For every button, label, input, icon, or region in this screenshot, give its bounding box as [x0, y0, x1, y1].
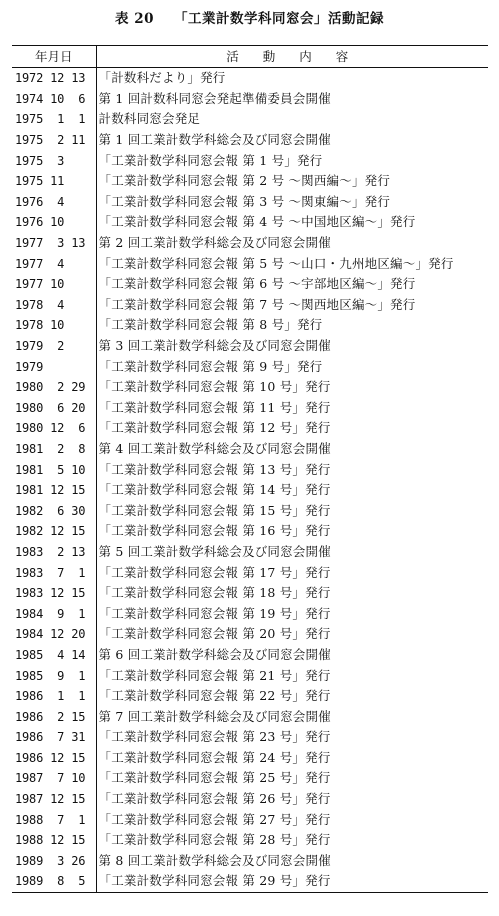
row-activity: 第 2 回工業計数学科総会及び同窓会開催	[98, 235, 331, 251]
table-row	[12, 109, 488, 130]
table-number: 表 20	[115, 11, 154, 27]
row-date: 1975 2 11	[12, 130, 96, 151]
row-date: 1988 7 1	[12, 809, 96, 830]
table-row	[12, 418, 488, 439]
row-date: 1976 4	[12, 192, 96, 213]
row-activity: 「工業計数学科同窓会報 第 28 号」発行	[98, 832, 331, 848]
table-row	[12, 130, 488, 151]
table-row	[12, 830, 488, 851]
table-row	[12, 68, 488, 89]
row-activity: 「計数科だより」発行	[98, 70, 226, 86]
row-date: 1988 12 15	[12, 830, 96, 851]
table-row	[12, 295, 488, 316]
row-activity: 「工業計数学科同窓会報 第 10 号」発行	[98, 379, 331, 395]
header-date: 年月日	[12, 46, 96, 68]
row-date: 1975 1 1	[12, 109, 96, 130]
table-row	[12, 542, 488, 563]
header-activity: 活 動 内 容	[96, 46, 488, 68]
row-date: 1987 12 15	[12, 789, 96, 810]
row-date: 1987 7 10	[12, 768, 96, 789]
table-header-row	[12, 46, 488, 68]
row-activity: 「工業計数学科同窓会報 第 7 号 ～関西地区編～」発行	[98, 296, 416, 312]
row-date: 1974 10 6	[12, 89, 96, 110]
row-date: 1986 12 15	[12, 748, 96, 769]
table-row	[12, 274, 488, 295]
table-row	[12, 809, 488, 830]
table-row	[12, 459, 488, 480]
table-row	[12, 645, 488, 666]
table-row	[12, 871, 488, 892]
row-activity: 「工業計数学科同窓会報 第 17 号」発行	[98, 564, 331, 580]
row-activity: 「工業計数学科同窓会報 第 2 号 ～関西編～」発行	[98, 173, 391, 189]
row-activity: 「工業計数学科同窓会報 第 18 号」発行	[98, 585, 331, 601]
row-date: 1981 2 8	[12, 439, 96, 460]
row-date: 1978 4	[12, 295, 96, 316]
row-date: 1972 12 13	[12, 68, 96, 89]
row-date: 1982 12 15	[12, 521, 96, 542]
row-activity: 「工業計数学科同窓会報 第 3 号 ～関東編～」発行	[98, 193, 391, 209]
row-date: 1980 12 6	[12, 418, 96, 439]
table-row	[12, 253, 488, 274]
row-date: 1979 2	[12, 336, 96, 357]
row-date: 1983 12 15	[12, 583, 96, 604]
row-activity: 「工業計数学科同窓会報 第 26 号」発行	[98, 791, 331, 807]
activity-record-table	[12, 45, 488, 893]
row-date: 1975 11	[12, 171, 96, 192]
row-activity: 第 1 回工業計数学科総会及び同窓会開催	[98, 132, 331, 148]
table-row	[12, 439, 488, 460]
row-date: 1983 7 1	[12, 562, 96, 583]
row-date: 1986 2 15	[12, 706, 96, 727]
table-row	[12, 748, 488, 769]
table-row	[12, 233, 488, 254]
row-activity: 「工業計数学科同窓会報 第 13 号」発行	[98, 461, 331, 477]
table-row	[12, 521, 488, 542]
row-activity: 計数科同窓会発足	[98, 111, 201, 127]
row-activity: 「工業計数学科同窓会報 第 22 号」発行	[98, 688, 331, 704]
row-date: 1984 9 1	[12, 603, 96, 624]
row-date: 1984 12 20	[12, 624, 96, 645]
row-date: 1980 6 20	[12, 398, 96, 419]
activity-table	[12, 46, 488, 892]
row-date: 1986 1 1	[12, 686, 96, 707]
row-date: 1977 10	[12, 274, 96, 295]
row-date: 1977 4	[12, 253, 96, 274]
row-activity: 「工業計数学科同窓会報 第 12 号」発行	[98, 420, 331, 436]
row-date: 1982 6 30	[12, 500, 96, 521]
row-activity: 第 7 回工業計数学科総会及び同窓会開催	[98, 708, 331, 724]
row-activity: 第 5 回工業計数学科総会及び同窓会開催	[98, 543, 331, 559]
row-date: 1989 8 5	[12, 871, 96, 892]
row-activity: 「工業計数学科同窓会報 第 5 号 ～山口・九州地区編～」発行	[98, 255, 454, 271]
row-activity: 「工業計数学科同窓会報 第 16 号」発行	[98, 523, 331, 539]
row-activity: 第 6 回工業計数学科総会及び同窓会開催	[98, 646, 331, 662]
table-row	[12, 212, 488, 233]
row-activity: 第 8 回工業計数学科総会及び同窓会開催	[98, 852, 331, 868]
row-activity: 「工業計数学科同窓会報 第 14 号」発行	[98, 482, 331, 498]
row-activity: 「工業計数学科同窓会報 第 1 号」発行	[98, 152, 323, 168]
table-row	[12, 768, 488, 789]
table-row	[12, 89, 488, 110]
table-row	[12, 603, 488, 624]
row-date: 1985 4 14	[12, 645, 96, 666]
row-activity: 「工業計数学科同窓会報 第 21 号」発行	[98, 667, 331, 683]
row-activity: 「工業計数学科同窓会報 第 20 号」発行	[98, 626, 331, 642]
row-date: 1986 7 31	[12, 727, 96, 748]
table-row	[12, 377, 488, 398]
row-date: 1981 5 10	[12, 459, 96, 480]
row-activity: 「工業計数学科同窓会報 第 8 号」発行	[98, 317, 323, 333]
row-date: 1977 3 13	[12, 233, 96, 254]
row-date: 1976 10	[12, 212, 96, 233]
row-date: 1979	[12, 356, 96, 377]
table-row	[12, 706, 488, 727]
table-row	[12, 315, 488, 336]
table-row	[12, 356, 488, 377]
table-row	[12, 665, 488, 686]
table-row	[12, 789, 488, 810]
table-row	[12, 727, 488, 748]
row-activity: 「工業計数学科同窓会報 第 6 号 ～宇部地区編～」発行	[98, 276, 416, 292]
table-row	[12, 851, 488, 872]
row-activity: 「工業計数学科同窓会報 第 23 号」発行	[98, 729, 331, 745]
row-activity: 「工業計数学科同窓会報 第 4 号 ～中国地区編～」発行	[98, 214, 416, 230]
row-activity: 第 3 回工業計数学科総会及び同窓会開催	[98, 338, 331, 354]
row-activity: 「工業計数学科同窓会報 第 19 号」発行	[98, 605, 331, 621]
row-activity: 「工業計数学科同窓会報 第 24 号」発行	[98, 749, 331, 765]
table-row	[12, 480, 488, 501]
row-date: 1983 2 13	[12, 542, 96, 563]
table-row	[12, 583, 488, 604]
row-date: 1989 3 26	[12, 851, 96, 872]
table-body	[12, 68, 488, 892]
table-row	[12, 398, 488, 419]
row-date: 1978 10	[12, 315, 96, 336]
table-row	[12, 500, 488, 521]
row-activity: 「工業計数学科同窓会報 第 25 号」発行	[98, 770, 331, 786]
table-row	[12, 686, 488, 707]
table-row	[12, 150, 488, 171]
row-date: 1985 9 1	[12, 665, 96, 686]
row-activity: 「工業計数学科同窓会報 第 27 号」発行	[98, 811, 331, 827]
row-activity: 「工業計数学科同窓会報 第 15 号」発行	[98, 502, 331, 518]
table-row	[12, 171, 488, 192]
row-activity: 「工業計数学科同窓会報 第 29 号」発行	[98, 873, 331, 889]
row-activity: 第 4 回工業計数学科総会及び同窓会開催	[98, 440, 331, 456]
row-activity: 「工業計数学科同窓会報 第 11 号」発行	[98, 399, 331, 415]
row-date: 1981 12 15	[12, 480, 96, 501]
row-activity: 第 1 回計数科同窓会発起準備委員会開催	[98, 90, 331, 106]
row-activity: 「工業計数学科同窓会報 第 9 号」発行	[98, 358, 323, 374]
table-row	[12, 192, 488, 213]
table-row	[12, 336, 488, 357]
row-date: 1980 2 29	[12, 377, 96, 398]
table-row	[12, 624, 488, 645]
table-row	[12, 562, 488, 583]
table-title: 「工業計数学科同窓会」活動記録	[174, 11, 384, 27]
row-date: 1975 3	[12, 150, 96, 171]
table-caption	[0, 10, 499, 28]
